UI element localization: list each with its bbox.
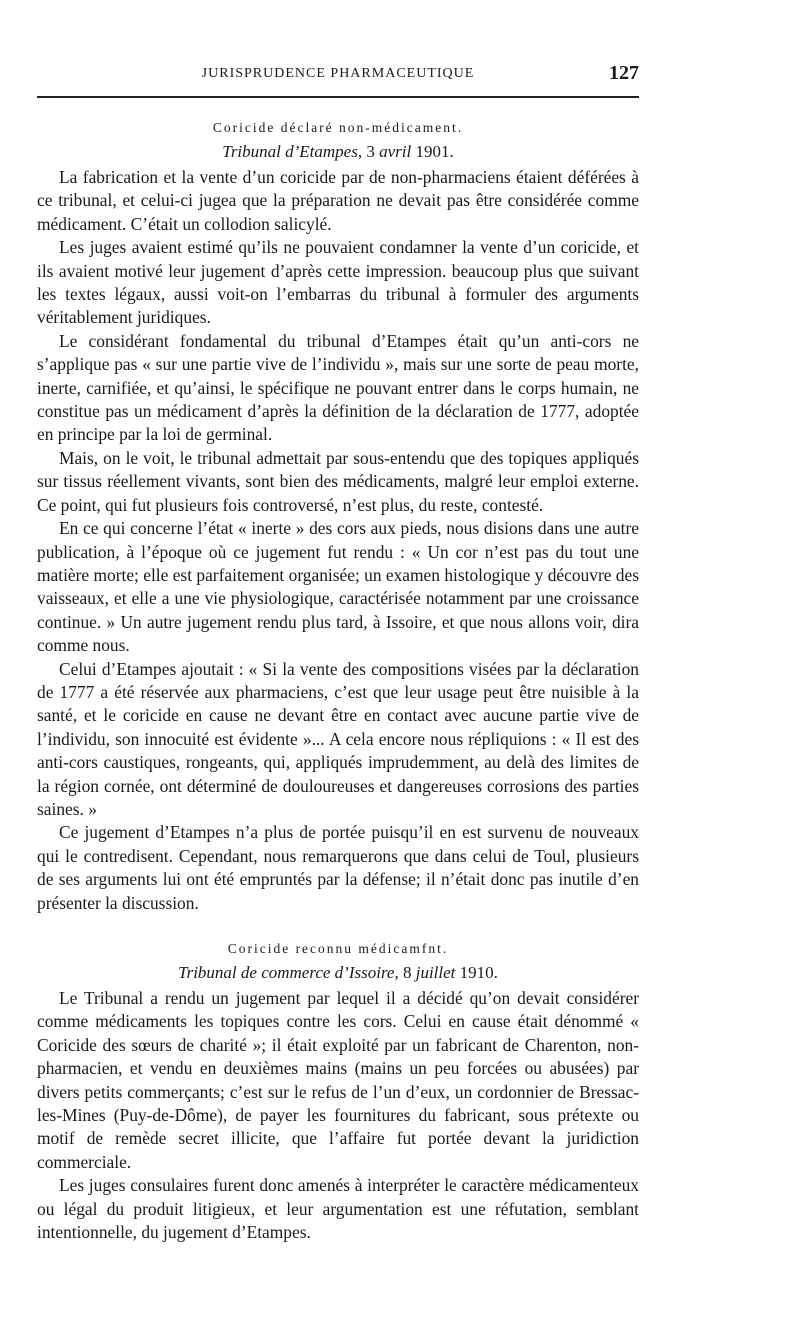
date-month: avril <box>379 142 412 161</box>
court-line-issoire <box>37 963 639 983</box>
date-day: 3 <box>366 142 375 161</box>
section-heading-etampes: Coricide déclaré non-médicament. <box>212 120 464 135</box>
court-line-etampes <box>37 142 639 162</box>
page-number: 127 <box>609 62 639 84</box>
paragraph: Les juges consulaires furent donc amenés à interpréter le caractère médicamenteux ou légal du produit litigieux, et leur argumentation est une réfutation, semblant intentionnelle, du jugement d’Etampes. <box>37 1175 639 1243</box>
date-month: juillet <box>415 963 456 982</box>
header-rule <box>37 96 639 98</box>
date-year: 1901. <box>415 142 454 161</box>
paragraph: Le Tribunal a rendu un jugement par lequel il a décidé qu’on devait considérer comme médicaments les topiques contre les cors. Celui en cause était dénommé « Coricide des sœurs de charité »; il était exploité par un fabricant de Charenton, non-pharmacien, et vendu en deuxièmes mains (mains un peu forcées ou abusées) par divers petits commerçants; c’est sur le refus de l’un d’eux, un cordonnier de Bressac-les-Mines (Puy-de-Dôme), de payer les fournitures du fabricant, sous prétexte ou motif de remède secret illicite, que l’affaire fut portée devant la juridiction commerciale. <box>37 988 639 1172</box>
paragraph: Mais, on le voit, le tribunal admettait par sous-entendu que des topiques appliqués sur tissus réellement vivants, sont bien des médicaments, malgré leur emploi externe. Ce point, qui fut plusieurs fois controversé, n’est plus, du reste, contesté. <box>37 447 639 515</box>
court-name: Tribunal de commerce d’Issoire, <box>178 963 399 982</box>
paragraph: Le considérant fondamental du tribunal d’Etampes était qu’un anti-cors ne s’applique pas « sur une partie vive de l’individu », mais sur une sorte de peau morte, inerte, carnifiée, et qu’ainsi, le spécifique ne pouvant entrer dans le corps humain, ne constitue pas un médicament d’après la définition de la déclaration de 1777, adoptée en principe par la loi de germinal. <box>37 330 639 445</box>
court-name: Tribunal d’Etampes, <box>222 142 363 161</box>
paragraph: Celui d’Etampes ajoutait : « Si la vente des compositions visées par la déclaration de 1777 a été réservée aux pharmaciens, c’est que leur usage peut être nuisible à la santé, et le coricide en cause ne devant être en contact avec aucune partie vive de l’individu, son innocuité est évidente »... A cela encore nous répliquions : « Il est des anti-cors caustiques, rongeants, qui, appliqués imprudemment, au delà des limites de la région cornée, ont déterminé de douloureuses et dangereuses corrosions des parties saines. » <box>37 658 639 819</box>
paragraph: En ce qui concerne l’état « inerte » des cors aux pieds, nous disions dans une autre publication, à l’époque où ce jugement fut rendu : « Un cor n’est pas du tout une matière morte; elle est parfaitement organisée; un examen histologique y découvre des vaisseaux, et elle a une vie physiologique, caractérisée notamment par une croissance continue. » Un autre jugement rendu plus tard, à Issoire, et que nous allons voir, dira comme nous. <box>37 518 639 656</box>
section-heading-issoire: Coricide reconnu médicamfnt. <box>227 941 449 956</box>
running-header <box>37 60 639 92</box>
date-day: 8 <box>402 963 412 982</box>
running-title: JURISPRUDENCE PHARMACEUTIQUE <box>201 66 475 81</box>
date-year: 1910. <box>459 963 498 982</box>
paragraph: Les juges avaient estimé qu’ils ne pouvaient condamner la vente d’un coricide, et ils avaient motivé leur jugement d’après cette impression. beaucoup plus que suivant les textes légaux, aussi voit-on l’embarras du tribunal à formuler des arguments véritablement juridiques. <box>37 237 639 328</box>
paragraph: La fabrication et la vente d’un coricide par de non-pharmaciens étaient déférées à ce tribunal, et celui-ci jugea que la préparation ne devait pas être considérée comme médicament. C’était un collodion salicylé. <box>37 167 639 234</box>
book-page <box>37 60 639 1244</box>
paragraph: Ce jugement d’Etampes n’a plus de portée puisqu’il en est survenu de nouveaux qui le contredisent. Cependant, nous remarquerons que dans celui de Toul, plusieurs de ses arguments lui ont été empruntés par la défense; il n’était donc pas inutile d’en présenter la discussion. <box>37 822 639 913</box>
